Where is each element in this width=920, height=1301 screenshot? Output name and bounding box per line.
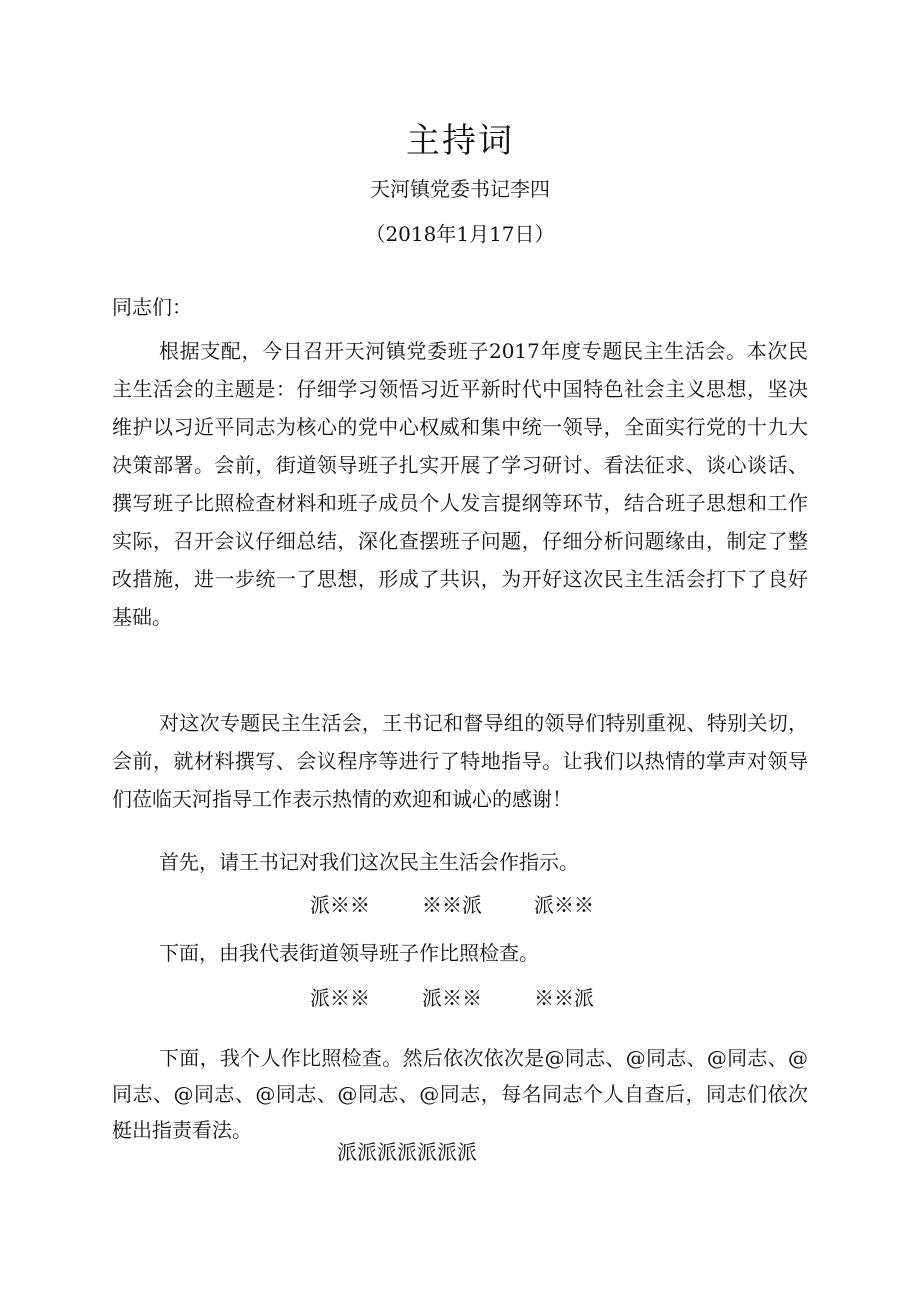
- name-placeholder: ※※派: [534, 986, 594, 1010]
- name-placeholder: 派※※: [422, 986, 482, 1010]
- paragraph-opening: 根据支配，今日召开天河镇党委班子2017年度专题民主生活会。本次民主生活会的主题是：仔细学习领悟习近平新时代中国特色社会主义思想，坚决维护以习近平同志为核心的党中心权威和集中统一领导，全面实行党的十九大决策部署。会前，街道领导班子扎实开展了学习研讨、看法征求、谈心谈话、撰写班子比照检查材料和班子成员个人发言提纲等环节，结合班子思想和工作实际，召开会议仔细总结，深化查摆班子问题，仔细分析问题缘由，制定了整改措施，进一步统一了思想，形成了共识，为开好这次民主生活会打下了良好基础。: [112, 339, 808, 629]
- paragraph-thanks: 对这次专题民主生活会，王书记和督导组的领导们特别重视、特别关切，会前，就材料撰写、会议程序等进行了特地指导。让我们以热情的掌声对领导们莅临天河指导工作表示热情的欢迎和诚心的感谢！: [112, 711, 808, 811]
- date-line: （2018年1月17日）: [365, 222, 555, 246]
- paragraph-first-instruction: 首先，请王书记对我们这次民主生活会作指示。: [159, 850, 579, 874]
- name-placeholder: 派※※: [310, 893, 370, 917]
- name-placeholder: ※※派: [422, 893, 482, 917]
- name-placeholder: 派※※: [534, 893, 594, 917]
- paragraph-team-review: 下面，由我代表街道领导班子作比照检查。: [159, 941, 539, 965]
- names-row-1: [310, 891, 594, 919]
- paragraph-personal-review: 下面，我个人作比照检查。然后依次依次是@同志、@同志、@同志、@同志、@同志、@同志、@同志、@同志，每名同志个人自查后，同志们依次梃出指责看法。: [112, 1046, 808, 1142]
- document-title: 主持词: [406, 121, 514, 161]
- closing-line: 派派派派派派派: [337, 1140, 477, 1164]
- greeting: 同志们：: [112, 295, 192, 319]
- speaker-line: 天河镇党委书记李四: [370, 177, 550, 201]
- names-row-2: [310, 984, 594, 1012]
- name-placeholder: 派※※: [310, 986, 370, 1010]
